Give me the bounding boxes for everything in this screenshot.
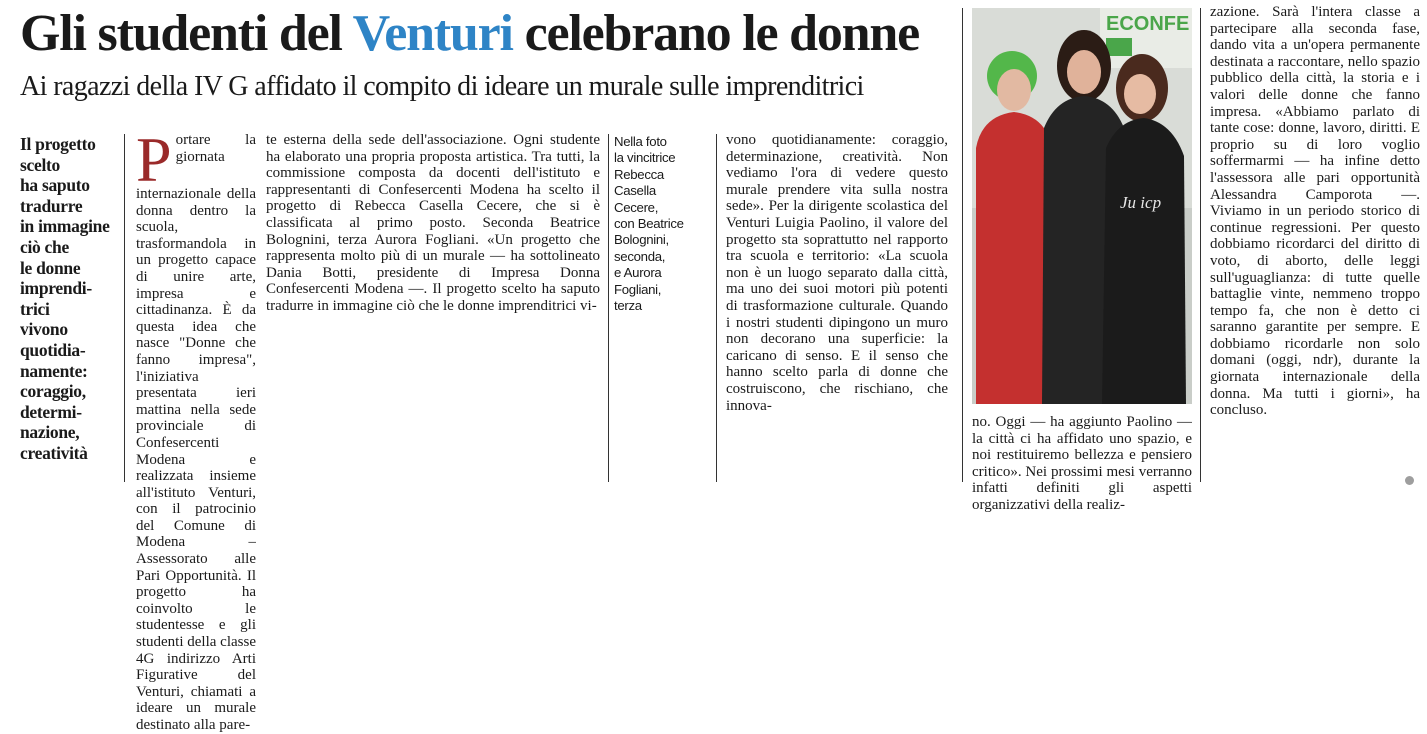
headline [20,4,950,64]
body-column-1-text: ortare la giornata internazionale della donna dentro la scuola, trasformandola in un progetto capace di unire arte, impresa e cittadinanza. È da questa idea che nasce "Donne che fanno impresa", l'iniziativa presentata ieri mattina nella sede provinciale di Confesercenti Modena e realizzata insieme all'istituto Venturi, con il patrocinio del Comune di Modena – Assessorato alle Pari Opportunità. Il progetto ha coinvolto le studentesse e gli studenti della classe 4G indirizzo Arti Figurative del Venturi, chiamati a ideare un murale destinato alla pare- [136,132,256,733]
pullquote-line: trici [20,298,50,319]
caption-line: seconda, [614,248,666,264]
pullquote-line: nazione, [20,422,80,443]
headline-part-2: celebrano le donne [524,5,919,62]
body-column-2 [266,132,600,315]
headline-part-1: Gli studenti del [20,5,342,62]
body-column-5-text: zazione. Sarà l'intera classe a partecipare alla seconda fase, dando vita a un'opera permanente destinata a raccontare, nello spazio pubblico della città, la storia e i valori delle donne che fanno impresa. «Abbiamo parlato di tante cose: donne, lavoro, diritti. E proprio su di loro voglio soffermarmi — ha infine detto l'assessora alle pari opportunità Alessandra Camporota —. Viviamo in un periodo storico di continue regressioni. Per questo dobbiamo ricordarci del diritto di voto, di aborto, delle leggi sull'uguaglianza: di tutte quelle battaglie vinte, nemmeno troppo tempo fa, che non è detto ci saranno garantite per sempre. E dobbiamo ricordarle non solo domani (oggi, ndr), durante la giornata internazionale della donna. Ma tutti i giorni», ha concluso. [1210,4,1420,419]
pullquote-line: tradurre [20,195,83,216]
pullquote-line: in immagine [20,216,110,237]
body-column-4-text: no. Oggi — ha aggiunto Paolino — la città ci ha affidato uno spazio, e noi restituiremo bellezza e pensiero critico». Nei prossimi mesi verranno infatti definiti gli aspetti organizzativi della realiz- [972,414,1192,513]
pullquote-line: imprendi- [20,278,92,299]
caption-line: e Aurora [614,265,662,281]
column-rule [1200,8,1201,482]
photo-caption [614,134,710,314]
pullquote-line: ciò che [20,236,69,257]
column-rule [962,8,963,482]
sign-text: ECONFE [1106,13,1190,35]
pullquote-line: Il progetto [20,134,96,154]
body-column-5 [1210,4,1420,419]
caption-line: Fogliani, [614,281,662,297]
pullquote-line: namente: [20,360,88,381]
subtitle: Ai ragazzi della IV G affidato il compito di ideare un murale sulle imprenditrici [20,71,864,102]
pullquote-line: quotidia- [20,339,86,360]
dropcap: P [136,132,172,195]
column-rule [716,134,717,482]
column-rule [608,134,609,482]
pullquote-line: vivono [20,319,68,340]
students-photo-illustration [972,8,1192,404]
caption-line: terza [614,298,642,314]
headline-accent: Venturi [352,5,513,62]
caption-line: Rebecca [614,166,664,182]
pullquote-line: ha saputo [20,175,90,196]
pullquote-line: scelto [20,154,60,175]
caption-line: Bolognini, [614,232,669,248]
students-photo [972,8,1192,404]
body-column-3-text: vono quotidianamente: coraggio, determinazione, creatività. Non vediamo l'ora di vedere questo murale prendere vita sulla nostra sede». Per la dirigente scolastica del Venturi Luigia Paolino, il valore del progetto sta soprattutto nel rapporto tra scuola e territorio: «La scuola non è un luogo separato dalla città, ma uno dei suoi motori più potenti di trasformazione culturale. Quando i nostri studenti dipingono un muro non decorano una superficie: la caricano di senso. E il senso che hanno scelto parla di donne che costruiscono, che rischiano, che innova- [726,132,948,414]
body-column-1 [136,132,256,734]
caption-line: Nella foto [614,134,667,149]
pullquote-line: determi- [20,401,82,422]
pullquote-line: coraggio, [20,381,86,402]
body-column-3 [726,132,948,414]
pullquote-line: creatività [20,442,88,463]
body-column-2-text: te esterna della sede dell'associazione. Ogni studente ha elaborato una propria proposta artistica. Tra tutti, la commissione composta da docenti dell'istituto e rappresentanti di Confesercenti Modena ha scelto il progetto di Rebecca Casella Cecere, che si è classificata al primo posto. Seconda Beatrice Bolognini, terza Aurora Fogliani. «Un progetto che rappresenta molto più di un murale — ha sottolineato Dania Botti, presidente di Impresa Donna Confesercenti Modena —. Il progetto scelto ha saputo tradurre in immagine ciò che le donne imprenditrici vi- [266,132,600,314]
caption-line: Cecere, [614,199,659,215]
pullquote [20,134,112,464]
caption-line: Casella [614,183,656,199]
shirt-text: Ju icp [1120,193,1162,212]
caption-line: con Beatrice [614,216,684,232]
caption-line: la vincitrice [614,150,676,166]
body-column-4 [972,414,1192,514]
end-mark [1405,476,1414,485]
column-rule [124,134,125,482]
pullquote-line: le donne [20,257,81,278]
